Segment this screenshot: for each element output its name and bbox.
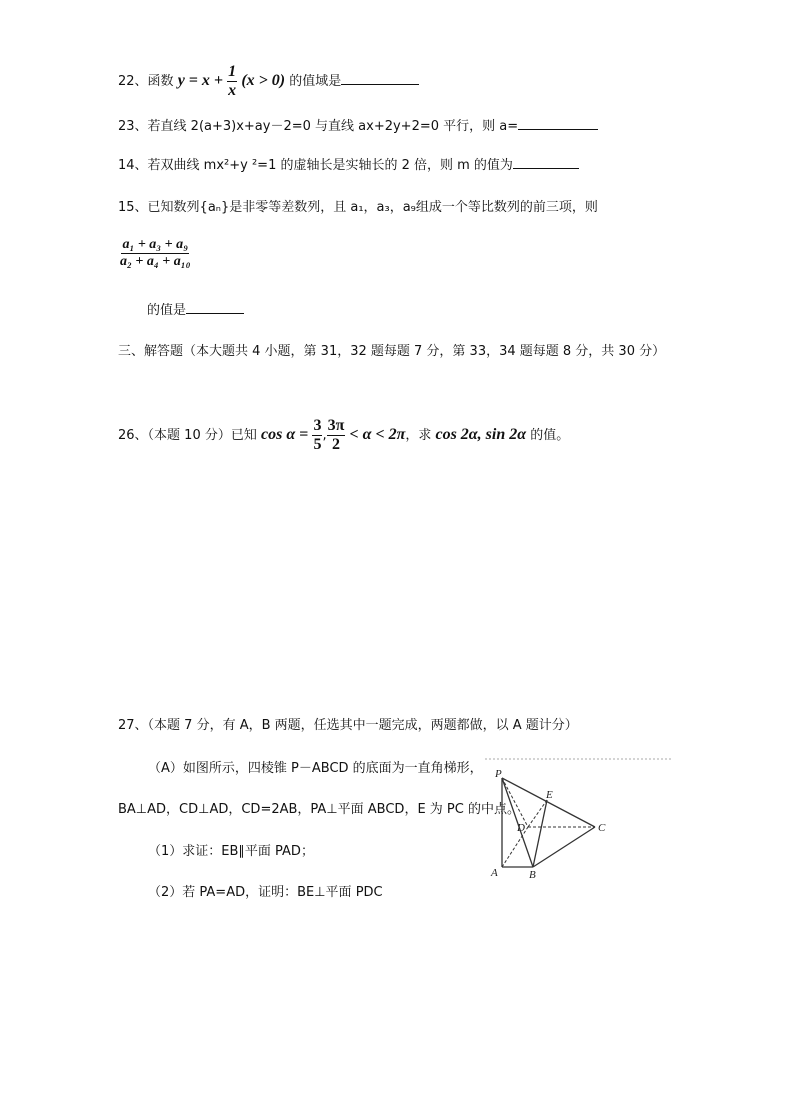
q15-frac-den: a₂ + a₄ + a₁₀ [120, 254, 191, 269]
label-P: P [495, 768, 502, 780]
q26-inequality: < α < 2π [349, 426, 406, 443]
section-3-heading [118, 340, 665, 359]
q27-part2: （2）若 PA=AD，证明：BE⊥平面 PDC [148, 885, 383, 900]
label-B: B [529, 869, 536, 881]
q27-a-line2: BA⊥AD，CD⊥AD，CD=2AB，PA⊥平面 ABCD，E 为 PC 的中点。 [118, 802, 520, 817]
question-27-title: 27、（本题 7 分，有 A，B 两题，任选其中一题完成，两题都做，以 A 题计分） [118, 718, 578, 733]
q15-answer-line [147, 299, 244, 318]
q15-suffix: 的值是 [147, 303, 187, 318]
q15-frac-num: a₁ + a₃ + a₉ [122, 237, 189, 252]
question-22 [118, 64, 419, 99]
q26-cos: cos α = [261, 426, 309, 443]
q27-a-line1: （A）如图所示，四棱锥 P－ABCD 的底面为一直角梯形， [148, 761, 483, 776]
q26-ask: cos 2α, sin 2α [435, 426, 527, 443]
q15-text: 15、已知数列{aₙ}是非零等差数列，且 a₁，a₃，a₉组成一个等比数列的前三项，则 [118, 200, 598, 215]
label-E: E [546, 789, 553, 801]
answer-blank[interactable] [518, 117, 598, 130]
q22-frac-den: x [228, 82, 237, 99]
section-3-text: 三、解答题（本大题共 4 小题，第 31，32 题每题 7 分，第 33，34 题每题 8 分，共 30 分） [118, 344, 666, 359]
q15-fraction [120, 238, 190, 269]
q22-condition: (x > 0) [241, 72, 286, 89]
question-15 [118, 196, 598, 215]
q26-frac2-num: 3π [327, 417, 345, 434]
label-C: C [598, 822, 606, 834]
q26-frac1-num: 3 [313, 417, 322, 434]
q26-mid: ，求 [405, 428, 432, 443]
answer-blank[interactable] [513, 156, 579, 169]
q22-prefix: 22、函数 [118, 74, 174, 89]
q27-part1: （1）求证：EB∥平面 PAD； [148, 844, 314, 859]
q23-text: 23、若直线 2(a+3)x+ay－2=0 与直线 ax+2y+2=0 平行，则 a= [118, 119, 519, 134]
q26-suffix: 的值。 [530, 428, 570, 443]
q26-frac2-den: 2 [331, 436, 340, 453]
label-A: A [491, 867, 498, 879]
question-26 [118, 418, 569, 453]
q14-text: 14、若双曲线 mx²+y ²=1 的虚轴长是实轴长的 2 倍，则 m 的值为 [118, 158, 513, 173]
edge-BC [533, 827, 595, 867]
q22-fraction [227, 64, 237, 99]
pyramid-figure [480, 752, 680, 887]
label-D: D [517, 822, 525, 834]
q22-frac-num: 1 [228, 63, 237, 80]
q22-formula: y = x + [177, 72, 224, 89]
q26-frac1-den: 5 [313, 436, 322, 453]
answer-blank[interactable] [341, 72, 419, 85]
question-14 [118, 154, 579, 173]
question-23 [118, 115, 598, 134]
q26-prefix: 26、（本题 10 分）已知 [118, 428, 257, 443]
q26-comma: , [322, 428, 327, 443]
answer-blank[interactable] [186, 301, 244, 314]
q22-suffix: 的值域是 [289, 74, 342, 89]
